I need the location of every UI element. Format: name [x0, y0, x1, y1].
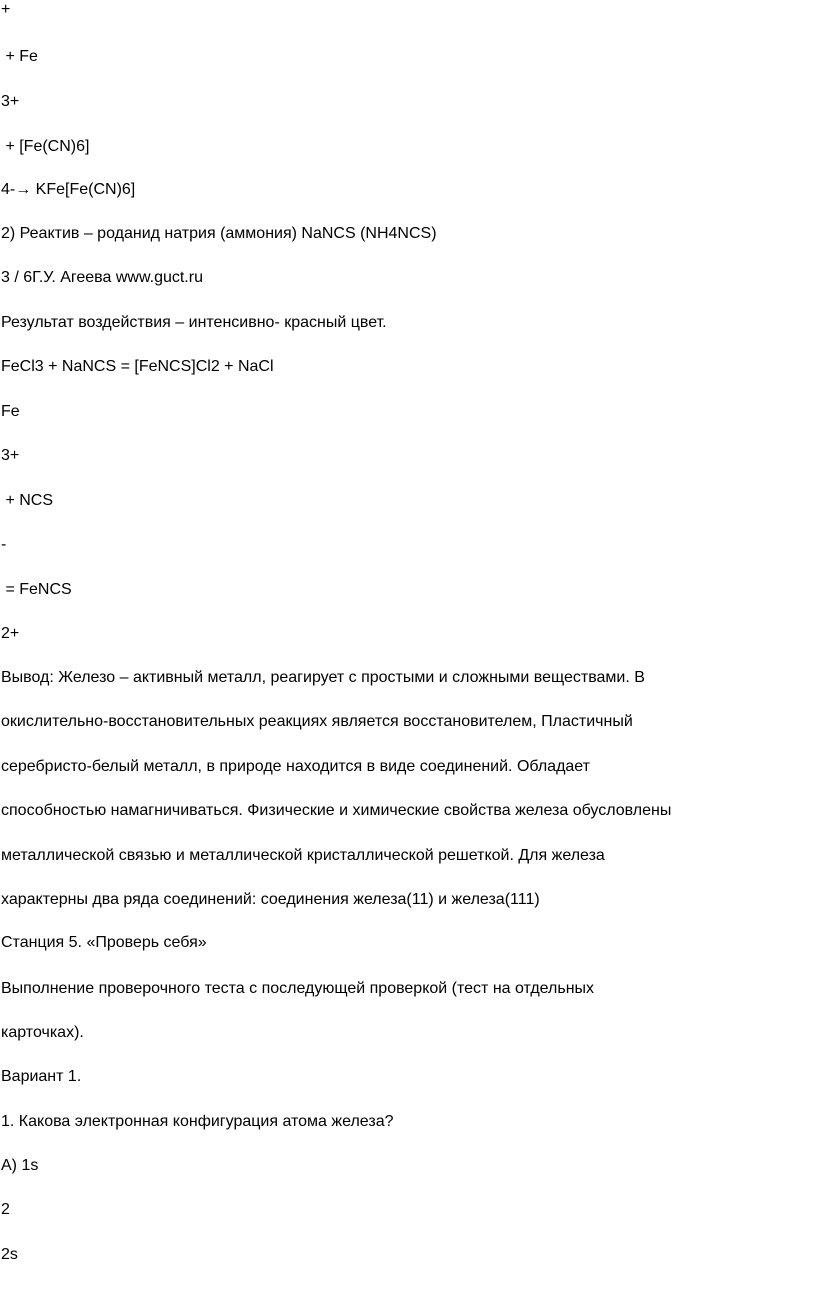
text-line: 1. Какова электронная конфигурация атома железа?: [1, 1113, 394, 1130]
text-line: 2+: [1, 625, 20, 642]
text-line: 2) Реактив – роданид натрия (аммония) NaNCS (NH4NCS): [1, 225, 437, 242]
text-line: +: [1, 1, 11, 18]
text-line: характерны два ряда соединений: соединения железа(11) и железа(111): [1, 891, 540, 908]
text-line: серебристо-белый металл, в природе находится в виде соединений. Обладает: [1, 758, 590, 775]
text-line: 2s: [1, 1246, 18, 1263]
text-line: 3+: [1, 93, 20, 110]
text-line: 3+: [1, 447, 20, 464]
text-line: способностью намагничиваться. Физические и химические свойства железа обусловлены: [1, 802, 672, 819]
text-line: Fe: [1, 403, 20, 420]
text-line: = FeNCS: [1, 581, 72, 598]
text-line: -: [1, 536, 7, 553]
text-line: Станция 5. «Проверь себя»: [1, 934, 207, 951]
text-line: + Fe: [1, 48, 38, 65]
text-line: Вывод: Железо – активный металл, реагирует с простыми и сложными веществами. В: [1, 669, 645, 686]
text-line: карточках).: [1, 1024, 84, 1041]
text-line: окислительно-восстановительных реакциях является восстановителем, Пластичный: [1, 713, 633, 730]
text-line: + NCS: [1, 492, 54, 509]
text-line: металлической связью и металлической кристаллической решеткой. Для железа: [1, 847, 605, 864]
text-line: FeCl3 + NaNCS = [FeNCS]Cl2 + NaCl: [1, 358, 274, 375]
text-line: 3 / 6Г.У. Агеева www.guct.ru: [1, 269, 203, 286]
text-line: А) 1s: [1, 1157, 39, 1174]
text-line: Вариант 1.: [1, 1068, 82, 1085]
text-line: + [Fe(CN)6]: [1, 138, 90, 155]
text-line: Выполнение проверочного теста с последующей проверкой (тест на отдельных: [1, 980, 595, 997]
text-line: 2: [1, 1201, 10, 1218]
text-line: Результат воздействия – интенсивно- красный цвет.: [1, 314, 387, 331]
text-line: 4-→ KFe[Fe(CN)6]: [1, 181, 136, 198]
